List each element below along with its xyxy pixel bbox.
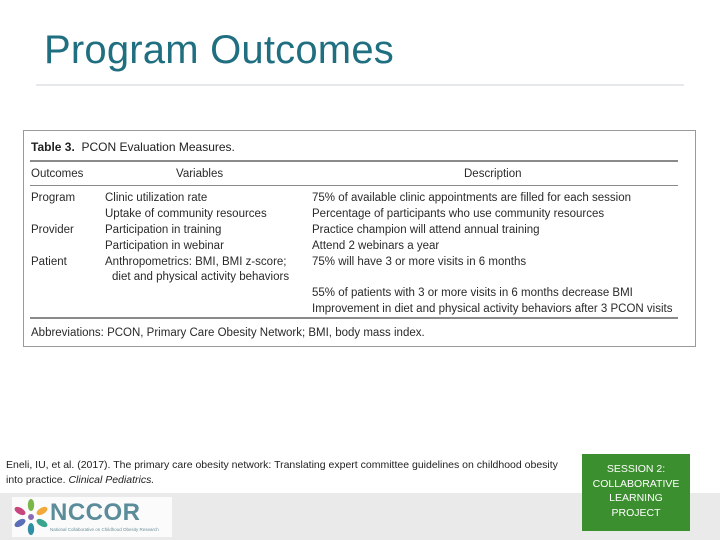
table-abbreviations: Abbreviations: PCON, Primary Care Obesity Network; BMI, body mass index. — [31, 327, 425, 339]
session-line: LEARNING — [609, 492, 663, 504]
header-description: Description — [464, 168, 522, 180]
session-badge — [582, 454, 690, 531]
description-cell: Percentage of participants who use community resources — [312, 208, 605, 220]
table-caption — [31, 140, 235, 154]
header-variables: Variables — [176, 168, 224, 180]
citation — [6, 458, 566, 488]
description-cell: Practice champion will attend annual training — [312, 224, 540, 236]
variable-cell: Anthropometrics: BMI, BMI z-score; — [105, 256, 287, 268]
table-bottom-rule — [30, 317, 678, 319]
variable-cell: Participation in webinar — [105, 240, 224, 252]
outcome-patient: Patient — [31, 256, 67, 268]
variable-cell: Uptake of community resources — [105, 208, 267, 220]
session-line: SESSION 2: — [606, 463, 666, 475]
header-outcomes: Outcomes — [31, 168, 84, 180]
logo-wordmark: NCCOR — [50, 499, 141, 526]
description-cell: 75% of available clinic appointments are filled for each session — [312, 192, 631, 204]
logo-subtitle: National Collaborative on Childhood Obesity Research — [50, 527, 159, 532]
variable-cell: diet and physical activity behaviors — [112, 271, 290, 283]
description-cell: Improvement in diet and physical activity behaviors after 3 PCON visits — [312, 303, 673, 315]
nccor-leaf-icon — [14, 498, 48, 536]
variable-cell: Clinic utilization rate — [105, 192, 208, 204]
description-cell: 55% of patients with 3 or more visits in 6 months decrease BMI — [312, 287, 633, 299]
description-cell: 75% will have 3 or more visits in 6 months — [312, 256, 527, 268]
description-cell: Attend 2 webinars a year — [312, 240, 440, 252]
session-line: COLLABORATIVE — [592, 477, 680, 490]
table-label: Table 3. — [31, 140, 75, 154]
variable-cell: Participation in training — [105, 224, 222, 236]
table-image — [23, 130, 696, 347]
slide-title: Program Outcomes — [44, 28, 394, 72]
citation-text: Eneli, IU, et al. (2017). The primary care obesity network: Translating expert committee guidelines on childhood obesity into practice. — [6, 459, 558, 486]
citation-journal: Clinical Pediatrics. — [68, 474, 155, 486]
outcome-program: Program — [31, 192, 76, 204]
session-line: PROJECT — [611, 506, 661, 519]
table-header-rule — [30, 185, 678, 186]
outcome-provider: Provider — [31, 224, 74, 236]
nccor-logo — [12, 497, 172, 537]
table-caption-text: PCON Evaluation Measures. — [81, 140, 235, 154]
title-divider — [36, 84, 684, 86]
table-top-rule — [30, 160, 678, 162]
